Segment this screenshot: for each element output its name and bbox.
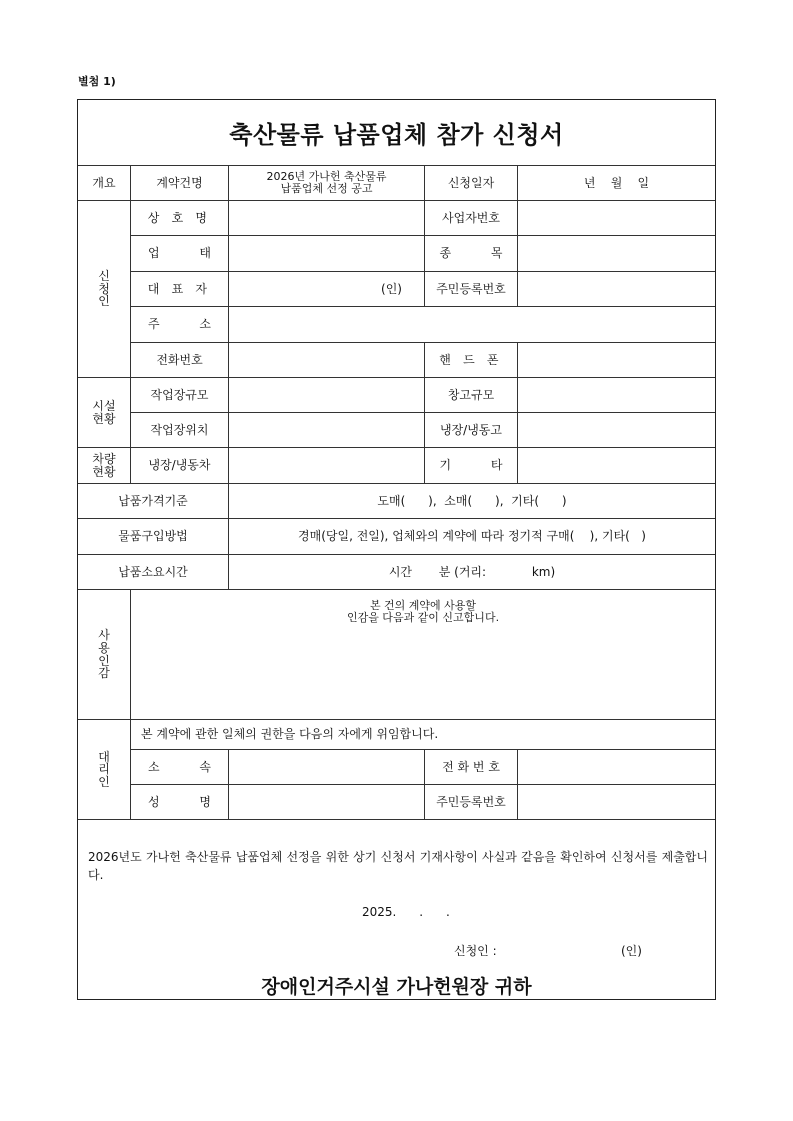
delegation-statement: 본 계약에 관한 일체의 권한을 다음의 자에게 위임합니다. xyxy=(131,719,715,749)
vehicle-other-text: 기 타 xyxy=(439,458,521,473)
facility-label-line1: 시설 xyxy=(92,398,116,413)
agent-name-field[interactable] xyxy=(229,784,425,819)
vehicle-label-line1: 차량 xyxy=(92,451,116,466)
applicant-char-3: 인 xyxy=(98,294,110,309)
agent-affiliation-label xyxy=(131,749,229,784)
submission-date[interactable]: 2025. . . xyxy=(362,905,450,919)
delivery-time-label: 납품소요시간 xyxy=(78,554,229,589)
applicant-char-1: 신 xyxy=(98,269,110,284)
agent-char-1: 대 xyxy=(98,749,110,764)
agent-char-3: 인 xyxy=(98,774,110,789)
workplace-size-label: 작업장규모 xyxy=(131,377,229,412)
representative-field[interactable] xyxy=(229,271,425,306)
overview-label: 개요 xyxy=(78,165,131,200)
contract-name-line1: 2026년 가나헌 축산물류 xyxy=(266,170,387,184)
address-label xyxy=(131,306,229,342)
seal-usage-area[interactable] xyxy=(131,589,715,719)
agent-resident-no-field[interactable] xyxy=(518,784,715,819)
company-name-label: 상 호 명 xyxy=(131,200,229,235)
applicant-seal: (인) xyxy=(621,944,642,958)
agent-affiliation-text: 소 속 xyxy=(148,759,229,774)
agent-name-label xyxy=(131,784,229,819)
agent-char-2: 리 xyxy=(98,762,110,777)
purchase-method-field[interactable]: 경매(당일, 전일), 업체와의 계약에 따라 정기적 구매( ), 기타( ) xyxy=(229,518,715,554)
business-type-label xyxy=(131,235,229,271)
representative-label: 대 표 자 xyxy=(131,271,229,306)
seal-usage-label xyxy=(78,589,131,719)
phone-field[interactable] xyxy=(229,342,425,377)
seal-usage-char-4: 감 xyxy=(98,666,110,681)
warehouse-size-field[interactable] xyxy=(518,377,715,412)
seal-usage-char-3: 인 xyxy=(98,653,110,668)
seal-usage-notice-line1: 본 건의 계약에 사용할 xyxy=(369,599,477,612)
resident-no-field[interactable] xyxy=(518,271,715,306)
vehicle-other-field[interactable] xyxy=(518,447,715,483)
business-type-field[interactable] xyxy=(229,235,425,271)
applicant-sign-label: 신청인 : xyxy=(454,944,497,958)
address-field[interactable] xyxy=(229,306,715,342)
contract-name-label: 계약건명 xyxy=(131,165,229,200)
agent-resident-no-label: 주민등록번호 xyxy=(425,784,518,819)
declaration-text: 2026년도 가나헌 축산물류 납품업체 선정을 위한 상기 신청서 기재사항이 사실과 같음을 확인하여 신청서를 제출합니다. xyxy=(88,850,708,882)
workplace-location-label: 작업장위치 xyxy=(131,412,229,447)
agent-group-label xyxy=(78,719,131,819)
mobile-label: 핸 드 폰 xyxy=(425,342,518,377)
price-basis-field[interactable]: 도매( ), 소매( ), 기타( ) xyxy=(229,483,715,518)
resident-no-label: 주민등록번호 xyxy=(425,271,518,306)
company-name-field[interactable] xyxy=(229,200,425,235)
seal-usage-char-2: 용 xyxy=(98,640,110,655)
agent-phone-field[interactable] xyxy=(518,749,715,784)
vehicle-label-line2: 현황 xyxy=(92,464,116,479)
refrigerated-truck-field[interactable] xyxy=(229,447,425,483)
facility-group-label xyxy=(78,377,131,447)
contract-name-line2: 납품업체 선정 공고 xyxy=(280,182,373,195)
representative-seal: (인) xyxy=(381,281,402,296)
business-no-field[interactable] xyxy=(518,200,715,235)
seal-usage-char-1: 사 xyxy=(98,628,110,643)
item-field[interactable] xyxy=(518,235,715,271)
application-form xyxy=(77,99,716,1000)
workplace-location-field[interactable] xyxy=(229,412,425,447)
facility-label-line2: 현황 xyxy=(92,411,116,426)
apply-date-field[interactable]: 년 월 일 xyxy=(518,165,715,200)
contract-name-value xyxy=(229,165,425,200)
purchase-method-label: 물품구입방법 xyxy=(78,518,229,554)
addressee: 장애인거주시설 가나헌원장 귀하 xyxy=(261,976,532,998)
price-basis-label: 납품가격기준 xyxy=(78,483,229,518)
business-type-text: 업 태 xyxy=(148,246,229,261)
warehouse-size-label: 창고규모 xyxy=(425,377,518,412)
vehicle-other-label xyxy=(425,447,521,483)
applicant-char-2: 청 xyxy=(98,281,110,296)
item-text: 종 목 xyxy=(439,246,521,261)
form-title: 축산물류 납품업체 참가 신청서 xyxy=(229,121,564,149)
attachment-label: 별첨 1) xyxy=(78,75,116,88)
seal-usage-notice xyxy=(347,600,499,623)
cold-storage-field[interactable] xyxy=(518,412,715,447)
mobile-field[interactable] xyxy=(518,342,715,377)
footer-divider xyxy=(78,819,715,820)
seal-usage-notice-line2: 인감을 다음과 같이 신고합니다. xyxy=(346,610,500,624)
agent-phone-label: 전 화 번 호 xyxy=(425,749,518,784)
agent-name-text: 성 명 xyxy=(148,794,229,809)
apply-date-label: 신청일자 xyxy=(425,165,518,200)
delivery-time-field[interactable]: 시간 분 (거리: km) xyxy=(229,554,715,589)
workplace-size-field[interactable] xyxy=(229,377,425,412)
cold-storage-label: 냉장/냉동고 xyxy=(425,412,518,447)
vehicle-group-label xyxy=(78,447,131,483)
agent-affiliation-field[interactable] xyxy=(229,749,425,784)
address-text: 주 소 xyxy=(148,317,229,332)
item-label xyxy=(425,235,521,271)
refrigerated-truck-label: 냉장/냉동차 xyxy=(131,447,229,483)
applicant-group-label xyxy=(78,200,131,377)
phone-label: 전화번호 xyxy=(131,342,229,377)
business-no-label: 사업자번호 xyxy=(425,200,518,235)
